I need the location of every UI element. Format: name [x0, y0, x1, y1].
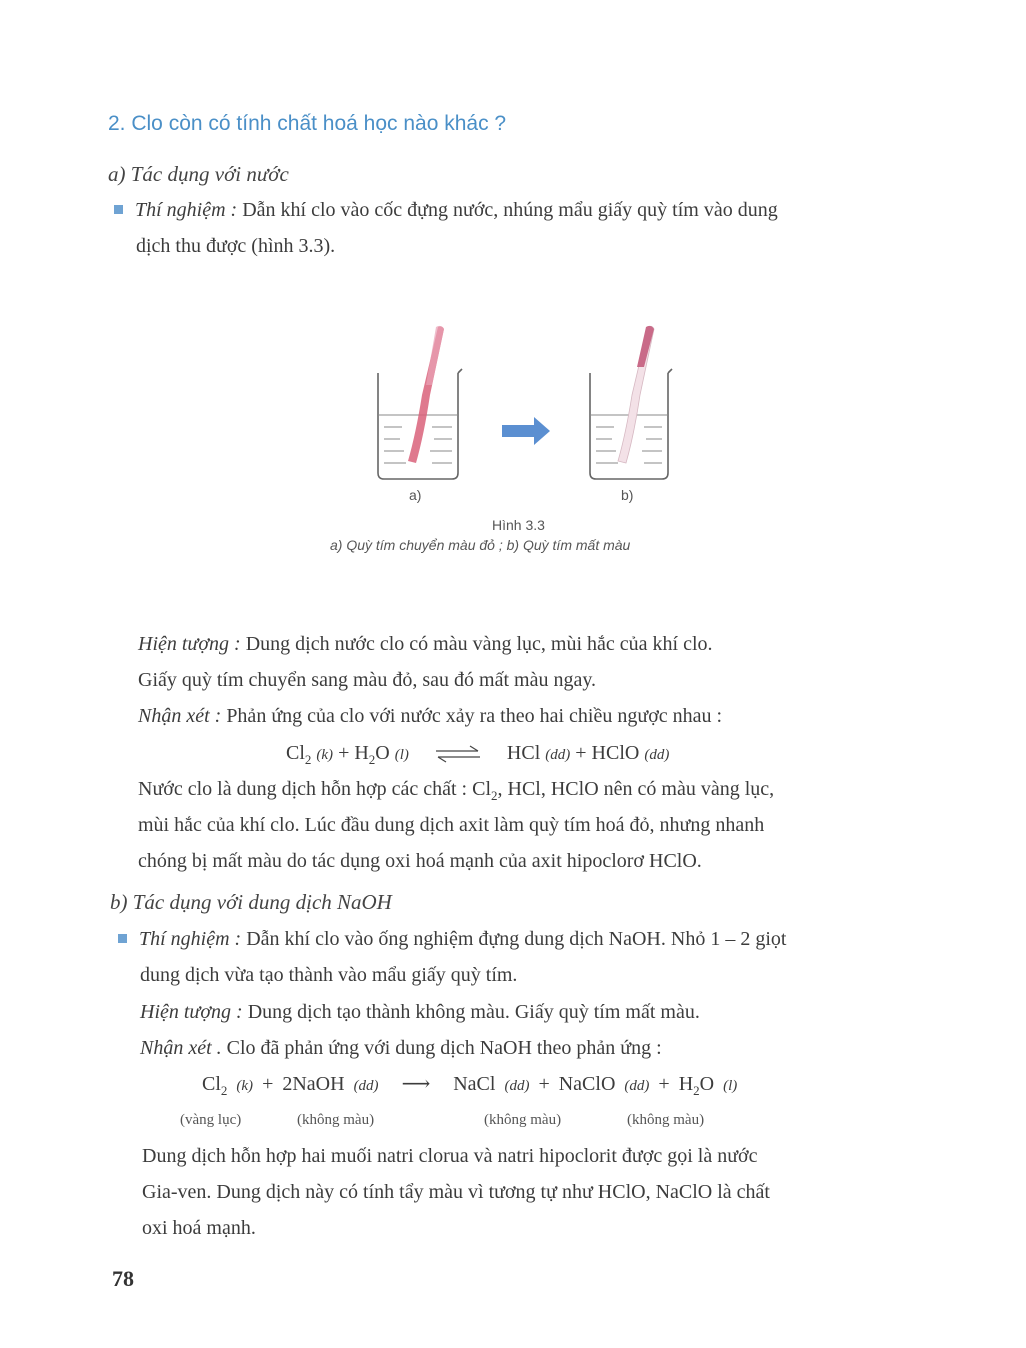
part-b-conclusion-line2: Gia-ven. Dung dịch này có tính tẩy màu vì tương tự như HClO, NaClO là chất [142, 1181, 770, 1203]
remark-label: Nhận xét : [138, 705, 222, 727]
experiment-text: Dẫn khí clo vào cốc đựng nước, nhúng mẩu giấy quỳ tím vào dung [242, 199, 778, 221]
remark-text: Clo đã phản ứng với dung dịch NaOH theo phản ứng : [226, 1037, 662, 1059]
phenomenon-text: Dung dịch tạo thành không màu. Giấy quỳ tím mất màu. [247, 1001, 700, 1023]
equation-chlorine-naoh: $Cl_2$ (k) + 2NaOH (dd) ⟶ NaCl (dd) + NaClO $(dd) + H_2O$ (l) [202, 1073, 738, 1098]
part-b-phenomenon [140, 994, 700, 1030]
bullet-icon [114, 205, 123, 214]
part-a-experiment-line2: dịch thu được (hình 3.3). [136, 235, 336, 257]
section-heading: 2. Clo còn có tính chất hoá học nào khác ? [108, 112, 507, 135]
part-b-conclusion-line3: oxi hoá mạnh. [142, 1217, 256, 1239]
part-a-phenomenon-line2: Giấy quỳ tím chuyển sang màu đỏ, sau đó mất màu ngay. [138, 669, 597, 691]
part-a-conclusion-line2: mùi hắc của khí clo. Lúc đầu dung dịch axit làm quỳ tím hoá đỏ, nhưng nhanh [138, 814, 765, 836]
phenomenon-label: Hiện tượng : [138, 633, 241, 655]
color-note-cl2: (vàng lục) [180, 1112, 242, 1128]
arrow-right-icon [502, 417, 550, 445]
part-b-experiment-line2: dung dịch vừa tạo thành vào mẩu giấy quỳ tím. [140, 964, 518, 986]
part-a-title: a) Tác dụng với nước [108, 162, 289, 186]
color-note-naoh: (không màu) [297, 1112, 375, 1128]
phenomenon-text: Dung dịch nước clo có màu vàng lục, mùi hắc của khí clo. [245, 633, 713, 655]
page-number: 78 [112, 1266, 134, 1291]
experiment-label: Thí nghiệm : [139, 928, 242, 950]
remark-label: Nhận xét . [140, 1037, 222, 1059]
figure-caption-text: a) Quỳ tím chuyển màu đỏ ; b) Quỳ tím mất màu [330, 537, 631, 553]
equation-chlorine-water: $Cl_2$ $(k) + H_2O$ (l) HCl (dd) + HClO (dd) [286, 742, 670, 767]
part-a-experiment [114, 192, 914, 228]
color-note-nacl: (không màu) [484, 1112, 562, 1128]
part-a-phenomenon [138, 626, 713, 662]
figure-caption-title: Hình 3.3 [492, 517, 545, 533]
part-b-experiment [118, 921, 918, 957]
part-b-remark [140, 1030, 662, 1066]
part-a-conclusion-line1: Nước clo là dung dịch hỗn hợp các chất : $Cl_2$, HCl, HClO nên có màu vàng lục, [138, 778, 775, 803]
part-a-remark [138, 698, 722, 734]
color-note-naclo: (không màu) [627, 1112, 705, 1128]
figure-label-b: b) [621, 487, 634, 503]
bullet-icon [118, 934, 127, 943]
figure-3-3 [360, 315, 690, 515]
part-b-conclusion-line1: Dung dịch hỗn hợp hai muối natri clorua và natri hipoclorit được gọi là nước [142, 1145, 758, 1167]
experiment-label: Thí nghiệm : [135, 199, 238, 221]
reaction-arrow-icon: ⟶ [401, 1073, 431, 1095]
remark-text: Phản ứng của clo với nước xảy ra theo hai chiều ngược nhau : [226, 705, 723, 727]
part-a-conclusion-line3: chóng bị mất màu do tác dụng oxi hoá mạnh của axit hipoclorơ HClO. [138, 850, 702, 872]
figure-label-a: a) [409, 487, 422, 503]
phenomenon-label: Hiện tượng : [140, 1001, 243, 1023]
part-b-title: b) Tác dụng với dung dịch NaOH [110, 890, 392, 914]
reversible-arrow-icon [432, 744, 484, 764]
experiment-text: Dẫn khí clo vào ống nghiệm đựng dung dịch NaOH. Nhỏ 1 – 2 giọt [246, 928, 787, 950]
